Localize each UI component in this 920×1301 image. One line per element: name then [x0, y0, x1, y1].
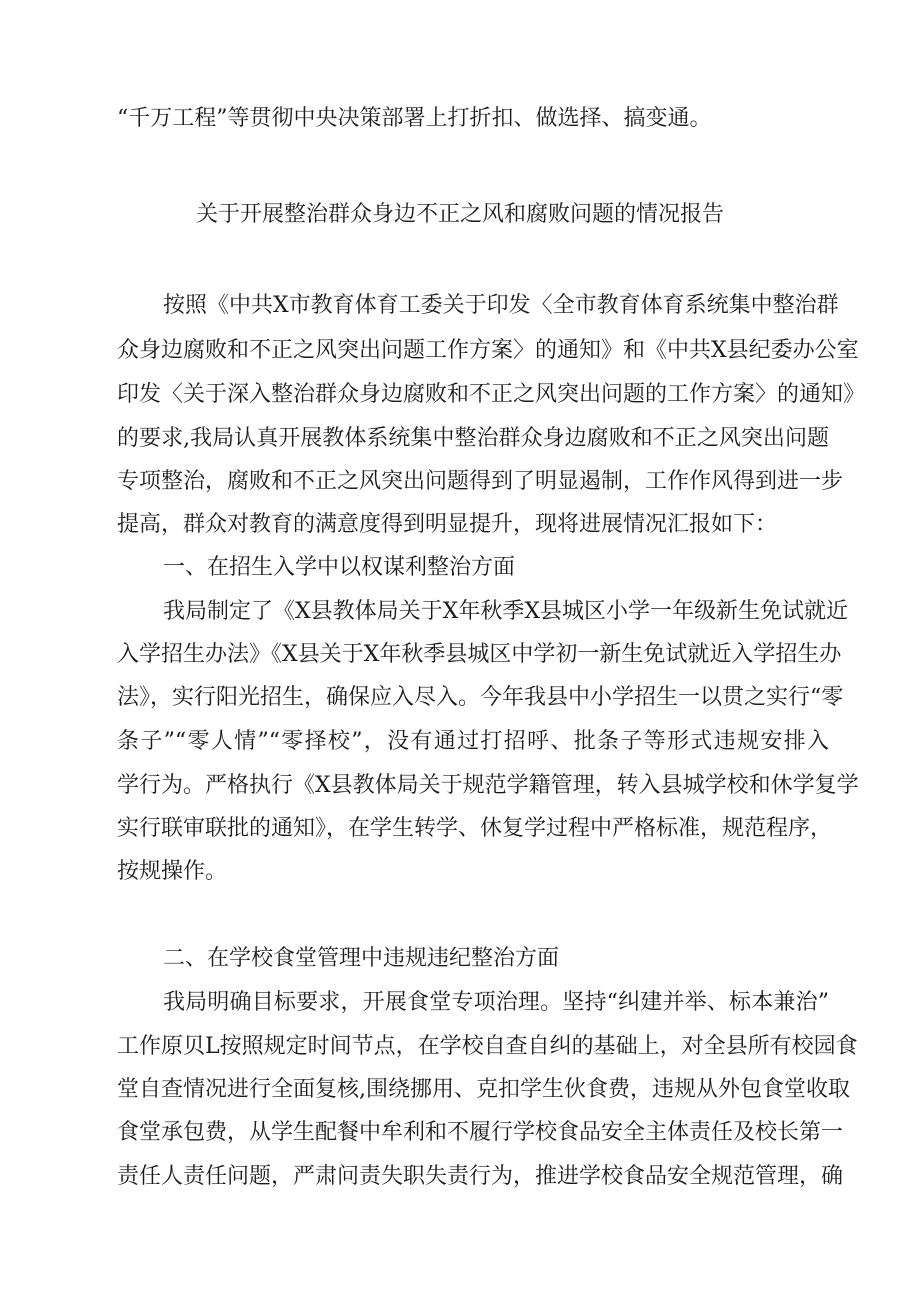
- paragraph-line: 法》，实行阳光招生，确保应入尽入。今年我县中小学招生一以贯之实行“零: [117, 685, 844, 710]
- section-heading: 一、在招生入学中以权谋利整治方面: [163, 555, 516, 580]
- paragraph-line: 实行联审联批的通知》，在学生转学、休复学过程中严格标准，规范程序，: [117, 816, 833, 841]
- paragraph-line: 的要求,我局认真开展教体系统集中整治群众身边腐败和不正之风突出问题: [117, 426, 829, 451]
- paragraph-line: 提高，群众对教育的满意度得到明显提升，现将进展情况汇报如下：: [117, 512, 778, 537]
- paragraph-line: 条子”“零人情”“零择校”，没有通过打招呼、批条子等形式违规安排入: [117, 729, 829, 754]
- paragraph-line: 按照《中共X市教育体育工委关于印发〈全市教育体育系统集中整治群: [163, 293, 839, 318]
- paragraph-line: 食堂承包费，从学生配餐中牟利和不履行学校食品安全主体责任及校长第一: [117, 1120, 844, 1145]
- paragraph-line: 我局制定了《X县教体局关于X年秋季X县城区小学一年级新生免试就近: [163, 599, 848, 624]
- carry-over-line: “千万工程”等贯彻中央决策部署上打折扣、做选择、搞变通。: [117, 106, 712, 131]
- paragraph-line: 工作原贝L按照规定时间节点，在学校自查自纠的基础上，对全县所有校园食: [117, 1034, 858, 1059]
- paragraph-line: 学行为。严格执行《X县教体局关于规范学籍管理，转入县城学校和休学复学: [117, 773, 859, 798]
- document-title: 关于开展整治群众身边不正之风和腐败问题的情况报告: [195, 202, 724, 227]
- paragraph-line: 责任人责任问题，严肃问责失职失责行为，推进学校食品安全规范管理，确: [117, 1164, 844, 1189]
- paragraph-line: 众身边腐败和不正之风突出问题工作方案〉的通知》和《中共X县纪委办公室: [117, 338, 859, 363]
- paragraph-line: 堂自查情况进行全面复核,围绕挪用、克扣学生伙食费，违规从外包食堂收取: [117, 1077, 850, 1102]
- paragraph-line: 印发〈关于深入整治群众身边腐败和不正之风突出问题的工作方案〉的通知》: [117, 382, 866, 407]
- paragraph-line: 按规操作。: [117, 859, 228, 884]
- paragraph-line: 入学招生办法》《X县关于X年秋季县城区中学初一新生免试就近入学招生办: [117, 642, 842, 667]
- paragraph-line: 专项整治，腐败和不正之风突出问题得到了明显遏制，工作作风得到进一步: [117, 469, 844, 494]
- section-heading: 二、在学校食堂管理中违规违纪整治方面: [163, 946, 560, 971]
- paragraph-line: 我局明确目标要求，开展食堂专项治理。坚持“纠建并举、标本兼治”: [163, 990, 829, 1015]
